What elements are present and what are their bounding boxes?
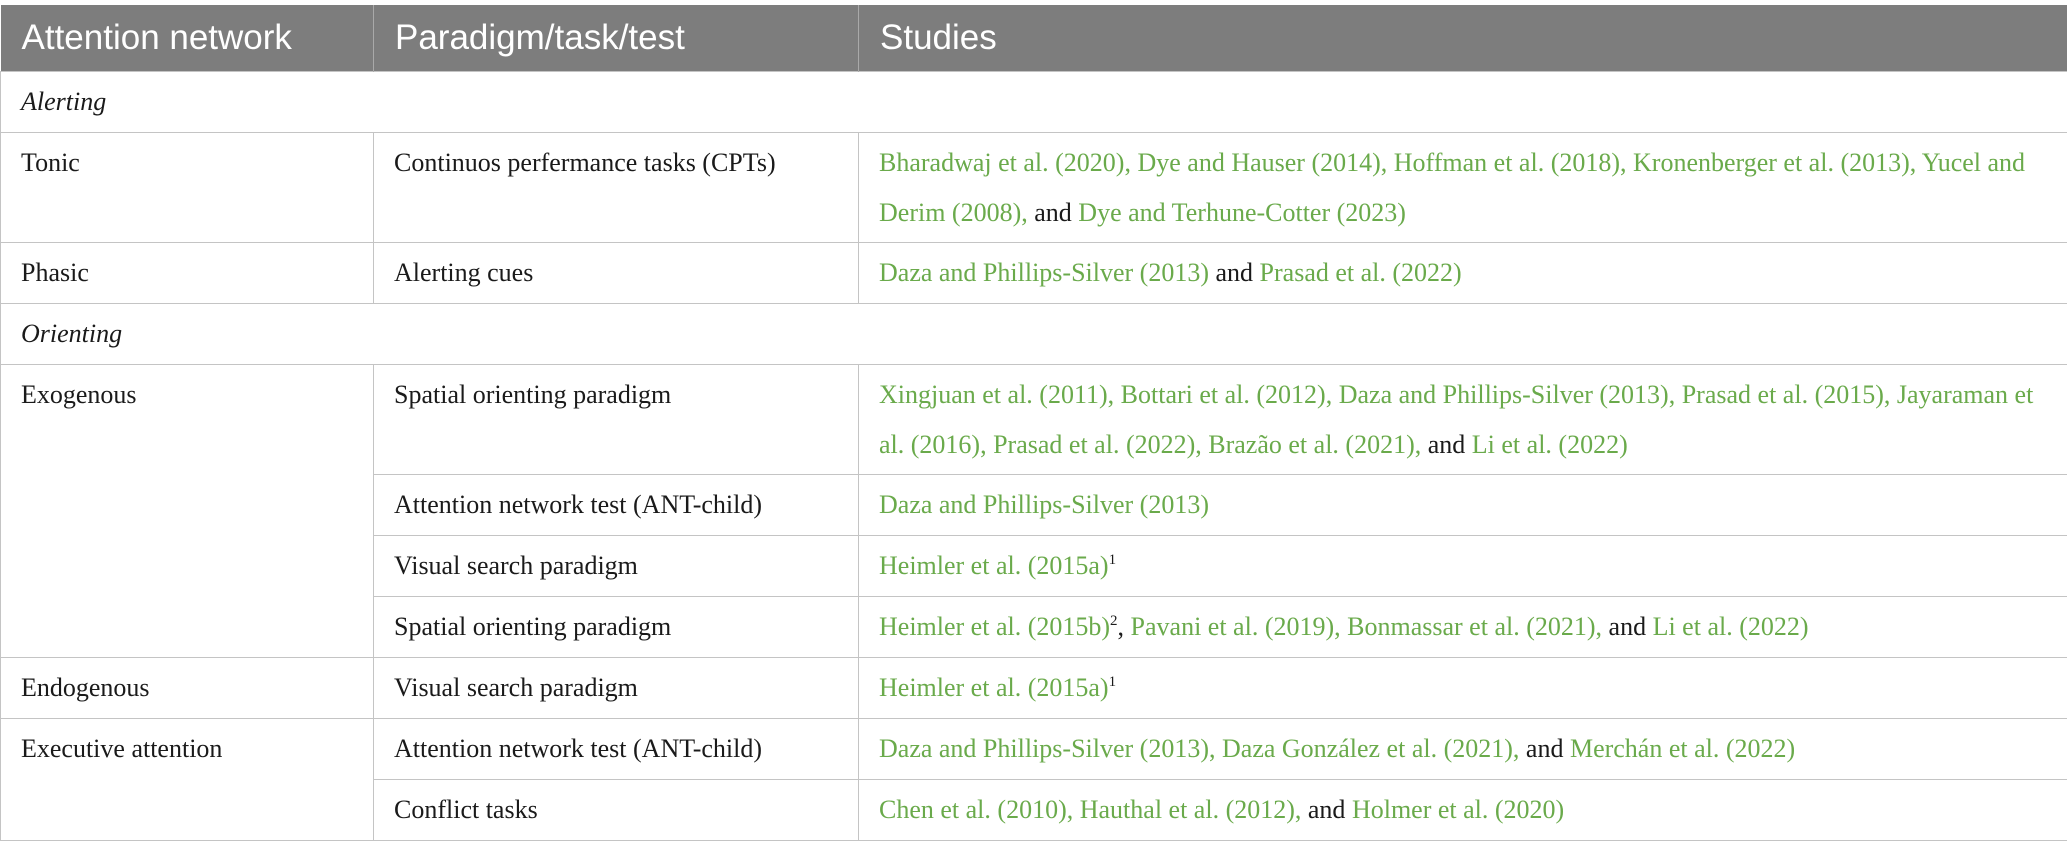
table-header <box>1 5 2067 72</box>
section-title: Alerting <box>1 72 2067 133</box>
paradigm-cell: Attention network test (ANT-child) <box>374 475 859 536</box>
header-paradigm: Paradigm/task/test <box>374 5 859 72</box>
citation-link[interactable]: Li et al. (2022) <box>1471 430 1628 459</box>
table-body <box>1 72 2067 841</box>
citation-link[interactable]: Prasad et al. (2015), <box>1681 380 1897 409</box>
table-row <box>1 719 2067 780</box>
citation-link[interactable]: Kronenberger et al. (2013), <box>1633 148 1922 177</box>
citation-link[interactable]: Li et al. (2022) <box>1652 612 1809 641</box>
section-row <box>1 304 2067 365</box>
citation-link[interactable]: Dye and Terhune-Cotter (2023) <box>1078 198 1406 227</box>
citation-link[interactable]: Hauthal et al. (2012), <box>1079 795 1308 824</box>
citation-link[interactable]: Pavani et al. (2019), <box>1130 612 1348 641</box>
attention-network-cell: Phasic <box>1 243 374 304</box>
attention-network-cell: Endogenous <box>1 658 374 719</box>
citation-link[interactable]: Bonmassar et al. (2021), <box>1347 612 1609 641</box>
citation-link[interactable]: Xingjuan et al. (2011), <box>879 380 1121 409</box>
section-title: Orienting <box>1 304 2067 365</box>
footnote-marker: 2 <box>1110 613 1118 629</box>
table-row <box>1 658 2067 719</box>
connector-text: and <box>1525 734 1570 763</box>
section-row <box>1 72 2067 133</box>
paradigm-cell: Visual search paradigm <box>374 658 859 719</box>
attention-network-cell: Exogenous <box>1 365 374 658</box>
paradigm-cell: Visual search paradigm <box>374 536 859 597</box>
paradigm-cell: Attention network test (ANT-child) <box>374 719 859 780</box>
table-row <box>1 365 2067 475</box>
footnote-marker: 1 <box>1108 552 1117 568</box>
studies-cell <box>859 133 2067 243</box>
citation-link[interactable]: Daza González et al. (2021), <box>1222 734 1526 763</box>
studies-cell <box>859 597 2067 658</box>
citation-link[interactable]: Prasad et al. (2022) <box>1259 258 1462 287</box>
citation-link[interactable]: Heimler et al. (2015a) <box>879 673 1109 702</box>
connector-text: and <box>1427 430 1472 459</box>
table-row <box>1 243 2067 304</box>
studies-cell <box>859 365 2067 475</box>
header-row <box>1 5 2067 72</box>
connector-text: and <box>1608 612 1653 641</box>
citation-link[interactable]: Daza and Phillips-Silver (2013), <box>879 734 1222 763</box>
citation-link[interactable]: Daza and Phillips-Silver (2013) <box>879 490 1209 519</box>
studies-cell <box>859 536 2067 597</box>
paradigm-cell: Alerting cues <box>374 243 859 304</box>
footnote-marker: 1 <box>1108 674 1117 690</box>
paradigm-cell: Spatial orienting paradigm <box>374 597 859 658</box>
citation-link[interactable]: Bharadwaj et al. (2020), <box>879 148 1138 177</box>
citation-link[interactable]: Bottari et al. (2012), <box>1120 380 1339 409</box>
studies-cell <box>859 719 2067 780</box>
citation-link[interactable]: Heimler et al. (2015b) <box>879 612 1111 641</box>
connector-text: and <box>1034 198 1079 227</box>
studies-cell <box>859 475 2067 536</box>
citation-link[interactable]: Yucel and Derim (2008), <box>879 148 2026 227</box>
table-row <box>1 133 2067 243</box>
citation-link[interactable]: Jayaraman et al. (2016), <box>879 380 2034 459</box>
citation-link[interactable]: Daza and Phillips-Silver (2013), <box>1338 380 1682 409</box>
header-studies: Studies <box>859 5 2067 72</box>
paradigm-cell: Spatial orienting paradigm <box>374 365 859 475</box>
connector-text: and <box>1209 258 1260 287</box>
citation-link[interactable]: Hoffman et al. (2018), <box>1393 148 1634 177</box>
header-attention-network: Attention network <box>1 5 374 72</box>
citation-link[interactable]: Chen et al. (2010), <box>879 795 1080 824</box>
paradigm-cell: Conflict tasks <box>374 780 859 841</box>
citation-link[interactable]: Brazão et al. (2021), <box>1208 430 1428 459</box>
citation-link[interactable]: Merchán et al. (2022) <box>1569 734 1796 763</box>
citation-link[interactable]: Dye and Hauser (2014), <box>1137 148 1394 177</box>
attention-network-cell: Tonic <box>1 133 374 243</box>
studies-cell <box>859 658 2067 719</box>
studies-table <box>0 5 2067 841</box>
citation-link[interactable]: Daza and Phillips-Silver (2013) <box>879 258 1209 287</box>
attention-network-cell: Executive attention <box>1 719 374 841</box>
connector-text: and <box>1307 795 1352 824</box>
studies-cell <box>859 780 2067 841</box>
citation-link[interactable]: Holmer et al. (2020) <box>1351 795 1565 824</box>
paradigm-cell: Continuos perfermance tasks (CPTs) <box>374 133 859 243</box>
citation-link[interactable]: Prasad et al. (2022), <box>993 430 1209 459</box>
studies-cell <box>859 243 2067 304</box>
citation-link[interactable]: Heimler et al. (2015a) <box>879 551 1109 580</box>
connector-text: , <box>1117 612 1131 641</box>
